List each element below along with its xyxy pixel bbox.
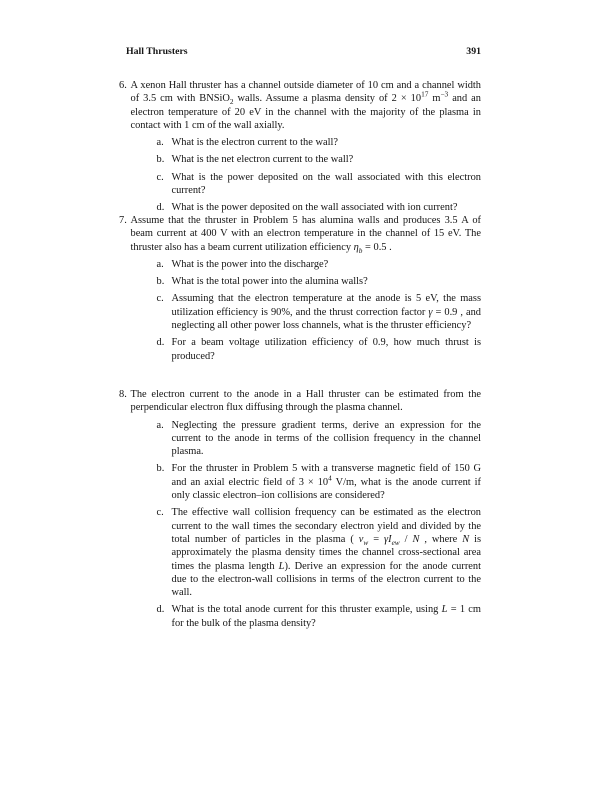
- problem-number: 6.: [119, 80, 127, 91]
- problem-7-item-c: [157, 292, 482, 332]
- item-letter: d.: [156, 202, 165, 214]
- item-letter: d.: [156, 604, 165, 616]
- item-letter: a.: [156, 419, 164, 431]
- problem-intro: A xenon Hall thruster has a channel outside diameter of 10 cm and a channel width of 3.5 cm with BNSiO$_2$ walls. Assume a plasma density of $2 \times 10^{17}$ $m^{-3}$ and an electron temperature of 20 eV in the channel with the majority of the plasma in contact with 1 cm of the wall axially.: [130, 80, 481, 131]
- item-text: What is the power deposited on the wall associated with ion current?: [171, 202, 458, 214]
- problem-7-item-d: [157, 336, 482, 363]
- item-text: What is the total power into the alumina walls?: [171, 276, 368, 288]
- item-text: For a beam voltage utilization efficiency of 0.9, how much thrust is produced?: [171, 337, 481, 362]
- problem-7: [119, 214, 481, 363]
- item-letter: c.: [156, 171, 164, 183]
- problem-8-item-d: [157, 603, 482, 630]
- item-text: What is the total anode current for this thruster example, using L = 1 cm for the bulk of the plasma density?: [171, 604, 482, 629]
- item-text: What is the power into the discharge?: [171, 258, 329, 270]
- problem-number: 8.: [119, 389, 127, 400]
- item-letter: c.: [156, 507, 164, 519]
- item-text: What is the electron current to the wall?: [171, 137, 338, 149]
- page-number: 391: [466, 46, 481, 57]
- problem-6: [119, 79, 481, 215]
- page-header: [126, 46, 481, 57]
- item-text: What is the power deposited on the wall associated with this electron current?: [171, 171, 481, 197]
- problem-8-item-c: [157, 506, 482, 599]
- item-letter: a.: [156, 137, 164, 149]
- item-letter: a.: [156, 258, 164, 270]
- running-title: Hall Thrusters: [126, 46, 188, 57]
- problem-intro: The electron current to the anode in a Hall thruster can be estimated from the perpendicular electron flux diffusing through the plasma channel.: [130, 389, 481, 414]
- item-letter: b.: [156, 276, 165, 288]
- problem-intro: Assume that the thruster in Problem 5 has alumina walls and produces 3.5 A of beam current at 400 V with an electron temperature in the channel of 15 eV. The thruster also has a beam current utilization efficiency $\eta_b = 0.5$ .: [130, 215, 481, 255]
- item-letter: b.: [156, 463, 165, 475]
- problem-body: [131, 79, 482, 215]
- problem-body: [131, 214, 482, 363]
- problem-6-item-b: [157, 153, 482, 166]
- problem-6-item-c: [157, 171, 482, 198]
- item-text: Assuming that the electron temperature at the anode is 5 eV, the mass utilization efficiency is 90%, and the thrust correction factor γ = 0.9 , and neglecting all other power loss channels, what is the thruster efficiency?: [171, 293, 482, 332]
- problem-number: 7.: [119, 215, 127, 226]
- item-letter: b.: [156, 154, 165, 166]
- item-text: For the thruster in Problem 5 with a transverse magnetic field of 150 G and an axial electric field of $3 \times 10^4$ V/m, what is the anode current if only classic electron–ion collisions are considered?: [171, 463, 482, 502]
- problem-body: [131, 388, 482, 630]
- problem-6-item-d: [157, 201, 482, 214]
- item-letter: d.: [156, 337, 165, 349]
- problem-7-item-a: [157, 258, 482, 271]
- problem-8: [119, 388, 481, 630]
- problem-8-item-b: [157, 462, 482, 502]
- problem-7-item-b: [157, 275, 482, 288]
- problem-8-item-a: [157, 419, 482, 459]
- problem-6-item-a: [157, 136, 482, 149]
- item-text: What is the net electron current to the wall?: [171, 154, 354, 166]
- item-text: Neglecting the pressure gradient terms, derive an expression for the current to the anode in terms of the collision frequency in the channel plasma.: [171, 419, 481, 458]
- item-text: The effective wall collision frequency can be estimated as the electron current to the wall times the secondary electron yield and divided by the total number of particles in the plasma ( $\nu_w = \gamma I_{ew} / N$ , where N is approximately the plasma density times the channel cross-sectional area times the plasma length L). Derive an expression for the anode current due to the electron-wall collisions in terms of the electron current to the wall.: [171, 507, 482, 599]
- item-letter: c.: [156, 293, 164, 305]
